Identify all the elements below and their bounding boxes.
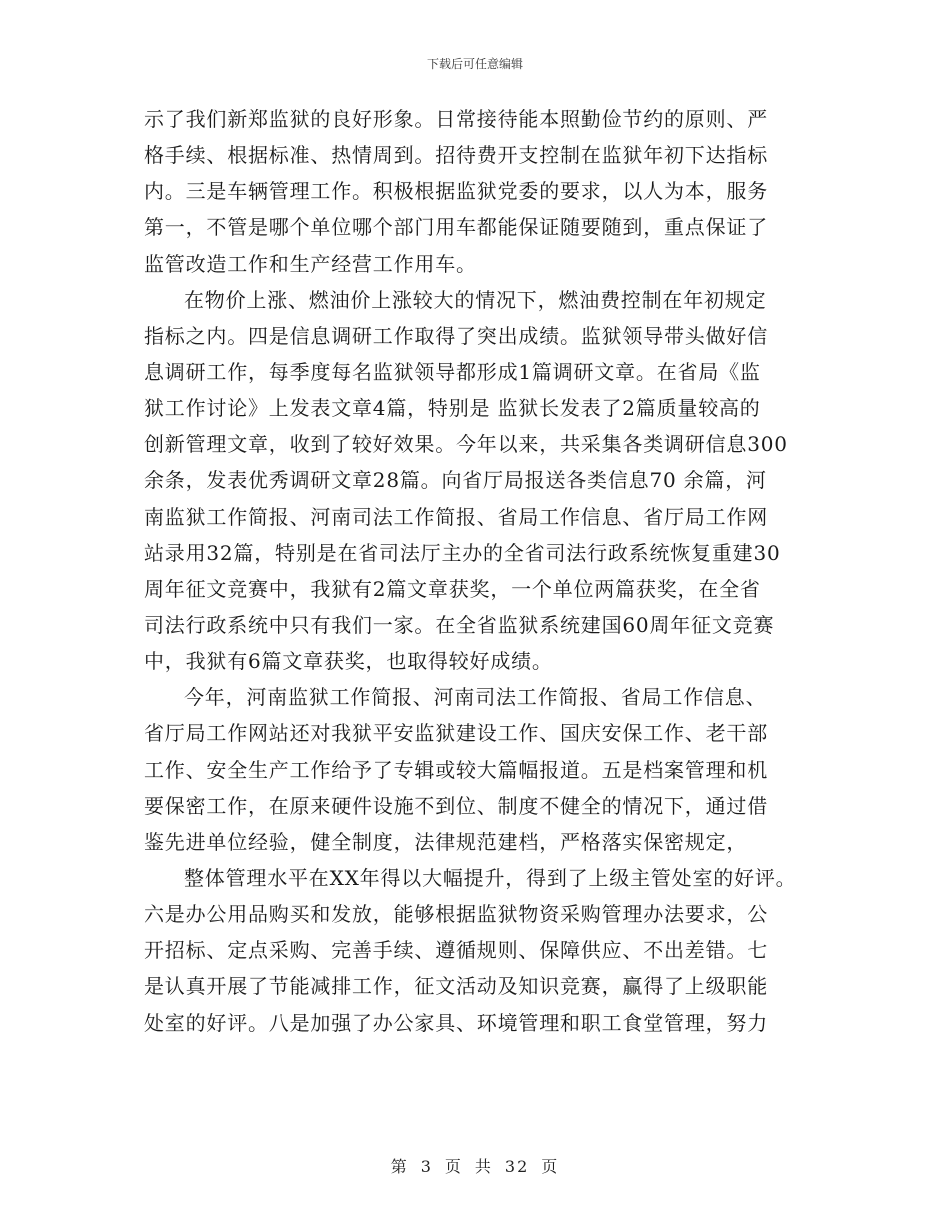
footer-ye-end: 页: [541, 1157, 560, 1176]
body-line: 创新管理文章，收到了较好效果。今年以来，共采集各类调研信息300: [144, 432, 788, 457]
body-line: 处室的好评。八是加强了办公家具、环境管理和职工食堂管理，努力: [144, 1010, 768, 1035]
body-line: 六是办公用品购买和发放，能够根据监狱物资采购管理办法要求，公: [144, 902, 768, 927]
body-line: 省厅局工作网站还对我狱平安监狱建设工作、国庆安保工作、老干部: [144, 721, 768, 746]
body-line: 工作、安全生产工作给予了专辑或较大篇幅报道。五是档案管理和机: [144, 757, 768, 782]
footer-di: 第: [390, 1157, 409, 1176]
body-line: 周年征文竞赛中，我狱有2篇文章获奖，一个单位两篇获奖，在全省: [144, 576, 761, 601]
body-line: 鉴先进单位经验，健全制度，法律规范建档，严格落实保密规定，: [144, 829, 748, 854]
footer-page-number: 3: [420, 1157, 433, 1176]
body-line: 中，我狱有6篇文章获奖，也取得较好成绩。: [144, 649, 553, 674]
page-header: 下载后可任意编辑: [426, 57, 523, 71]
body-line: 内。三是车辆管理工作。积极根据监狱党委的要求，以人为本，服务: [144, 179, 768, 204]
body-line: 在物价上涨、燃油价上涨较大的情况下，燃油费控制在年初规定: [184, 287, 767, 312]
footer-ye: 页: [444, 1157, 463, 1176]
body-line: 狱工作讨论》上发表文章4篇，特别是 监狱长发表了2篇质量较高的: [144, 396, 761, 421]
body-line: 开招标、定点采购、完善手续、遵循规则、保障供应、不出差错。七: [144, 938, 768, 963]
body-line: 今年，河南监狱工作简报、河南司法工作简报、省局工作信息、: [184, 685, 767, 710]
body-line: 示了我们新郑监狱的良好形象。日常接待能本照勤俭节约的原则、严: [144, 107, 768, 131]
body-line: 站录用32篇，特别是在省司法厅主办的全省司法行政系统恢复重建30: [144, 540, 781, 565]
body-line: 指标之内。四是信息调研工作取得了突出成绩。监狱领导带头做好信: [144, 323, 768, 348]
body-line: 余条，发表优秀调研文章28篇。向省厅局报送各类信息70 余篇，河: [144, 468, 767, 493]
body-line: 监管改造工作和生产经营工作用车。: [144, 251, 477, 276]
body-line: 要保密工作，在原来硬件设施不到位、制度不健全的情况下，通过借: [144, 793, 768, 818]
footer-gong: 共: [474, 1157, 493, 1176]
body-line: 息调研工作，每季度每名监狱领导都形成1篇调研文章。在省局《监: [144, 359, 761, 384]
body-line: 整体管理水平在XX年得以大幅提升，得到了上级主管处室的好评。: [184, 865, 797, 890]
body-line: 南监狱工作简报、河南司法工作简报、省局工作信息、省厅局工作网: [144, 504, 768, 529]
footer-total-pages: 32: [504, 1157, 530, 1176]
body-line: 格手续、根据标准、热情周到。招待费开支控制在监狱年初下达指标: [144, 143, 768, 168]
document-body: [144, 104, 824, 1044]
body-line: 第一，不管是哪个单位哪个部门用车都能保证随要随到，重点保证了: [144, 215, 768, 240]
page-footer: [0, 1154, 950, 1177]
body-line: 司法行政系统中只有我们一家。在全省监狱系统建国60周年征文竞赛: [144, 612, 775, 637]
body-line: 是认真开展了节能减排工作，征文活动及知识竞赛，赢得了上级职能: [144, 974, 768, 999]
